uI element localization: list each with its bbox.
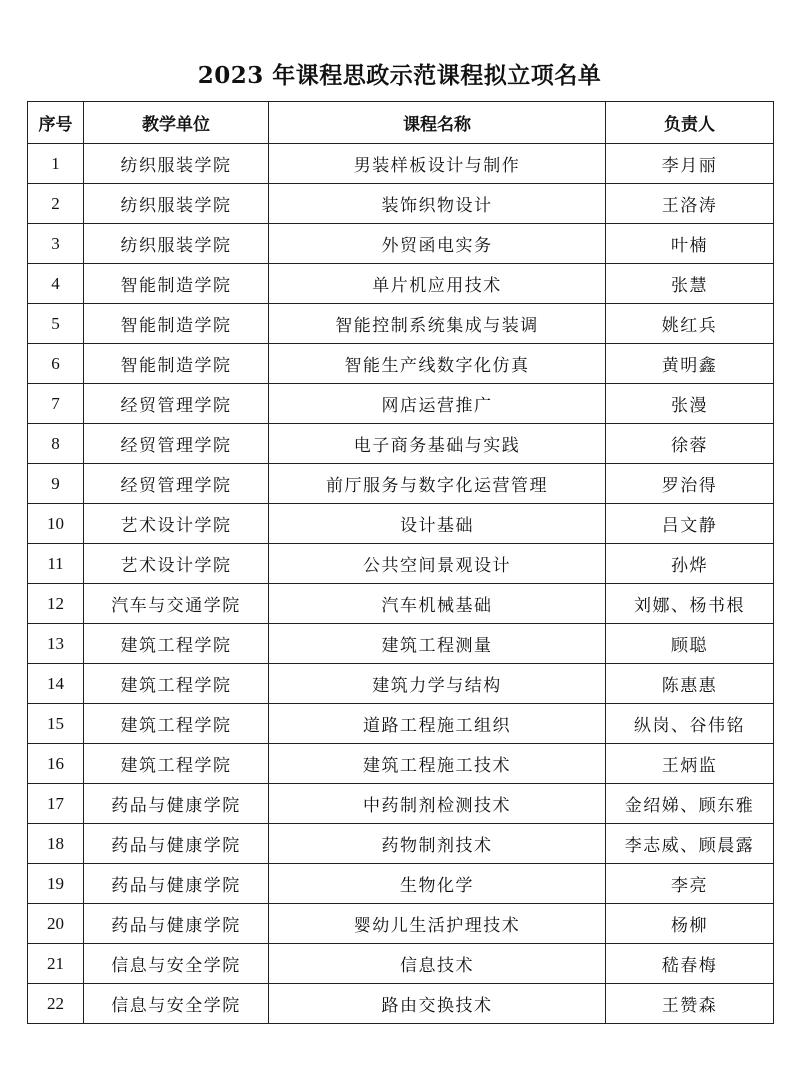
table-row (28, 944, 774, 984)
row-owner: 罗治得 (606, 464, 774, 504)
row-teaching-unit: 信息与安全学院 (84, 984, 269, 1024)
row-teaching-unit: 经贸管理学院 (84, 464, 269, 504)
row-number: 18 (28, 824, 84, 864)
row-teaching-unit: 建筑工程学院 (84, 744, 269, 784)
row-owner: 孙烨 (606, 544, 774, 584)
row-number: 12 (28, 584, 84, 624)
row-owner: 王洛涛 (606, 184, 774, 224)
row-number: 13 (28, 624, 84, 664)
row-owner: 刘娜、杨书根 (606, 584, 774, 624)
row-owner: 张慧 (606, 264, 774, 304)
row-course-name: 智能生产线数字化仿真 (269, 344, 606, 384)
row-teaching-unit: 建筑工程学院 (84, 664, 269, 704)
row-owner: 金绍娣、顾东雅 (606, 784, 774, 824)
row-course-name: 前厅服务与数字化运营管理 (269, 464, 606, 504)
header-owner: 负责人 (606, 102, 774, 144)
row-teaching-unit: 信息与安全学院 (84, 944, 269, 984)
table-row (28, 584, 774, 624)
row-teaching-unit: 药品与健康学院 (84, 864, 269, 904)
row-number: 14 (28, 664, 84, 704)
row-course-name: 中药制剂检测技术 (269, 784, 606, 824)
row-number: 11 (28, 544, 84, 584)
row-owner: 王炳监 (606, 744, 774, 784)
row-owner: 李月丽 (606, 144, 774, 184)
table-row (28, 184, 774, 224)
row-teaching-unit: 艺术设计学院 (84, 504, 269, 544)
row-number: 3 (28, 224, 84, 264)
row-number: 16 (28, 744, 84, 784)
row-owner: 徐蓉 (606, 424, 774, 464)
row-owner: 黄明鑫 (606, 344, 774, 384)
row-number: 5 (28, 304, 84, 344)
table-row (28, 624, 774, 664)
row-owner: 李志威、顾晨露 (606, 824, 774, 864)
row-owner: 李亮 (606, 864, 774, 904)
row-teaching-unit: 艺术设计学院 (84, 544, 269, 584)
row-number: 2 (28, 184, 84, 224)
table-row (28, 904, 774, 944)
row-teaching-unit: 经贸管理学院 (84, 424, 269, 464)
row-course-name: 生物化学 (269, 864, 606, 904)
row-number: 20 (28, 904, 84, 944)
row-teaching-unit: 纺织服装学院 (84, 184, 269, 224)
row-number: 4 (28, 264, 84, 304)
table-row (28, 504, 774, 544)
row-course-name: 建筑工程测量 (269, 624, 606, 664)
row-number: 7 (28, 384, 84, 424)
table-row (28, 384, 774, 424)
row-teaching-unit: 纺织服装学院 (84, 144, 269, 184)
row-number: 1 (28, 144, 84, 184)
row-course-name: 信息技术 (269, 944, 606, 984)
table-row (28, 464, 774, 504)
row-owner: 姚红兵 (606, 304, 774, 344)
row-course-name: 外贸函电实务 (269, 224, 606, 264)
row-course-name: 公共空间景观设计 (269, 544, 606, 584)
row-course-name: 电子商务基础与实践 (269, 424, 606, 464)
row-course-name: 路由交换技术 (269, 984, 606, 1024)
project-list-table (27, 101, 774, 1024)
row-owner: 王赞森 (606, 984, 774, 1024)
row-teaching-unit: 药品与健康学院 (84, 784, 269, 824)
row-course-name: 道路工程施工组织 (269, 704, 606, 744)
row-teaching-unit: 经贸管理学院 (84, 384, 269, 424)
table-row (28, 824, 774, 864)
row-owner: 叶楠 (606, 224, 774, 264)
table-row (28, 984, 774, 1024)
table-row (28, 344, 774, 384)
row-number: 9 (28, 464, 84, 504)
row-course-name: 设计基础 (269, 504, 606, 544)
header-course: 课程名称 (269, 102, 606, 144)
row-owner: 嵇春梅 (606, 944, 774, 984)
row-teaching-unit: 智能制造学院 (84, 264, 269, 304)
row-teaching-unit: 汽车与交通学院 (84, 584, 269, 624)
row-teaching-unit: 建筑工程学院 (84, 624, 269, 664)
table-row (28, 424, 774, 464)
row-teaching-unit: 智能制造学院 (84, 304, 269, 344)
row-course-name: 药物制剂技术 (269, 824, 606, 864)
row-course-name: 汽车机械基础 (269, 584, 606, 624)
header-no: 序号 (28, 102, 84, 144)
header-unit: 教学单位 (84, 102, 269, 144)
row-course-name: 建筑力学与结构 (269, 664, 606, 704)
table-row (28, 664, 774, 704)
row-course-name: 装饰织物设计 (269, 184, 606, 224)
row-teaching-unit: 药品与健康学院 (84, 904, 269, 944)
row-course-name: 婴幼儿生活护理技术 (269, 904, 606, 944)
row-course-name: 单片机应用技术 (269, 264, 606, 304)
row-course-name: 建筑工程施工技术 (269, 744, 606, 784)
row-number: 17 (28, 784, 84, 824)
row-teaching-unit: 药品与健康学院 (84, 824, 269, 864)
row-number: 10 (28, 504, 84, 544)
row-teaching-unit: 纺织服装学院 (84, 224, 269, 264)
row-number: 6 (28, 344, 84, 384)
table-header-row (28, 102, 774, 144)
table-row (28, 704, 774, 744)
row-owner: 陈惠惠 (606, 664, 774, 704)
row-owner: 纵岗、谷伟铭 (606, 704, 774, 744)
row-number: 22 (28, 984, 84, 1024)
row-owner: 吕文静 (606, 504, 774, 544)
table-row (28, 264, 774, 304)
row-number: 8 (28, 424, 84, 464)
row-number: 21 (28, 944, 84, 984)
table-body (28, 144, 774, 1024)
row-teaching-unit: 建筑工程学院 (84, 704, 269, 744)
row-owner: 杨柳 (606, 904, 774, 944)
table-row (28, 744, 774, 784)
table-row (28, 864, 774, 904)
row-number: 19 (28, 864, 84, 904)
row-owner: 顾聪 (606, 624, 774, 664)
row-course-name: 男装样板设计与制作 (269, 144, 606, 184)
table-row (28, 304, 774, 344)
table-row (28, 224, 774, 264)
document-title: 2023 年课程思政示范课程拟立项名单 (197, 62, 602, 89)
table-row (28, 144, 774, 184)
table-row (28, 784, 774, 824)
table-row (28, 544, 774, 584)
row-course-name: 智能控制系统集成与装调 (269, 304, 606, 344)
row-owner: 张漫 (606, 384, 774, 424)
row-number: 15 (28, 704, 84, 744)
row-teaching-unit: 智能制造学院 (84, 344, 269, 384)
row-course-name: 网店运营推广 (269, 384, 606, 424)
